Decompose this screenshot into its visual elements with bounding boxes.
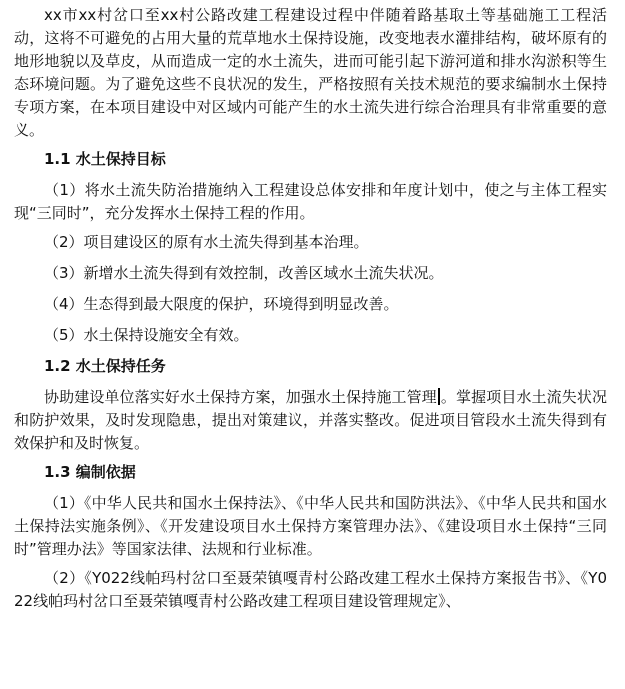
basis-item-2: （2）《Y022线帕玛村岔口至聂荣镇嘎青村公路改建工程水土保持方案报告书》、《Y022线帕玛村岔口至聂荣镇嘎青村公路改建工程项目建设管理规定》、 xyxy=(14,569,607,610)
section-heading-1-2: 1.2 水土保持任务 xyxy=(44,357,166,375)
section-heading-1-3: 1.3 编制依据 xyxy=(44,463,136,481)
task-text-part-2: 。掌握项目水土流失状况和防护效果，及时发现隐患，提出对策建议，并落实整改。促进项目管段水土流失得到有效保护和及时恢复。 xyxy=(14,388,607,452)
section-heading-1-1: 1.1 水土保持目标 xyxy=(44,150,166,168)
text-cursor xyxy=(438,388,440,405)
goal-item-2: （2）项目建设区的原有水土流失得到基本治理。 xyxy=(44,233,369,251)
basis-item-1: （1）《中华人民共和国水土保持法》、《中华人民共和国防洪法》、《中华人民共和国水土保持法实施条例》、《开发建设项目水土保持方案管理办法》、《建设项目水土保持“三同时”管理办法》等国家法律、法规和行业标准。 xyxy=(14,494,607,558)
goal-item-1: （1）将水土流失防治措施纳入工程建设总体安排和年度计划中，使之与主体工程实现“三同时”，充分发挥水土保持工程的作用。 xyxy=(14,181,607,222)
goal-item-3: （3）新增水土流失得到有效控制，改善区域水土流失状况。 xyxy=(44,264,444,282)
goal-item-4: （4）生态得到最大限度的保护，环境得到明显改善。 xyxy=(44,295,399,313)
task-paragraph[interactable] xyxy=(14,386,607,455)
task-text-part-1: 协助建设单位落实好水土保持方案，加强水土保持施工管理 xyxy=(44,388,437,406)
intro-paragraph: xx市xx村岔口至xx村公路改建工程建设过程中伴随着路基取土等基础施工工程活动，这将不可避免的占用大量的荒草地水土保持设施，改变地表水灌排结构，破坏原有的地形地貌以及草皮，从而造成一定的水土流失，进而可能引起下游河道和排水沟淤积等生态环境问题。为了避免这些不良状况的发生，严格按照有关技术规范的要求编制水土保持专项方案，在本项目建设中对区域内可能产生的水土流失进行综合治理具有非常重要的意义。 xyxy=(14,6,607,139)
goal-item-5: （5）水土保持设施安全有效。 xyxy=(44,326,249,344)
